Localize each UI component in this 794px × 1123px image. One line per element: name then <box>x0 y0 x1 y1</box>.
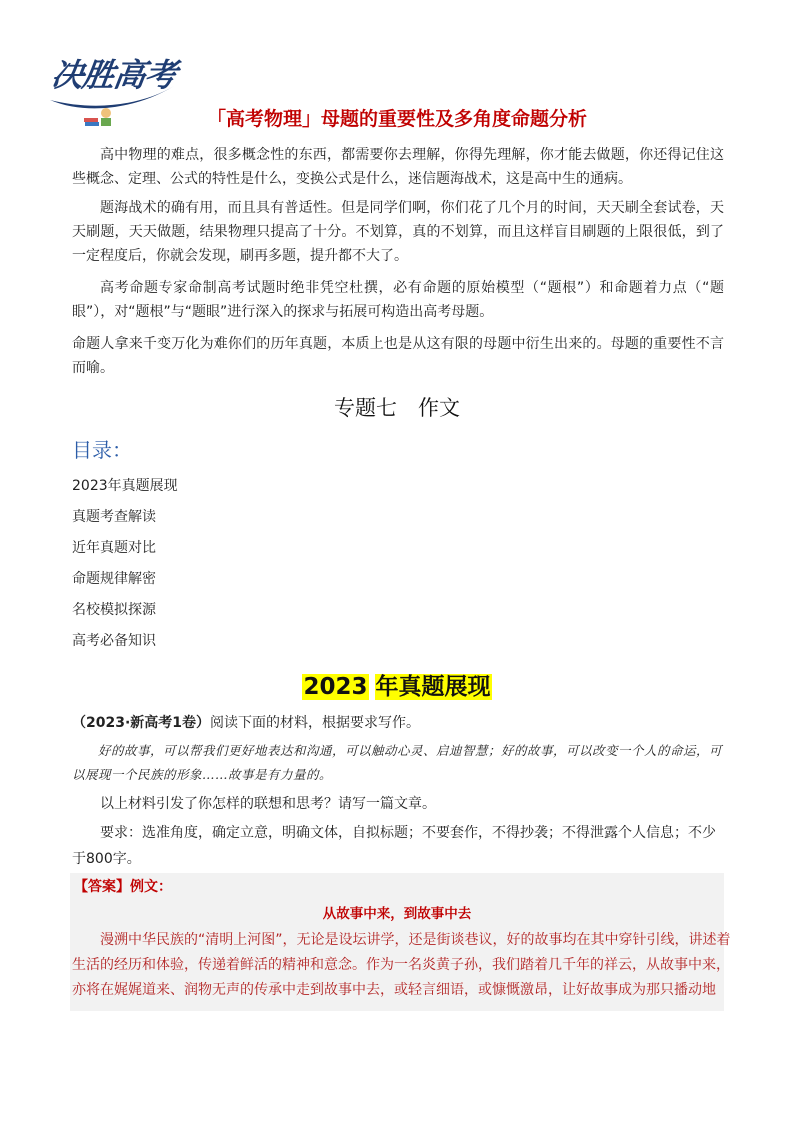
toc-list <box>72 476 178 662</box>
intro-paragraph-3: 高考命题专家命制高考试题时绝非凭空杜撰，必有命题的原始模型（“题根”）和命题着力点（“题眼”），对“题根”与“题眼”进行深入的探求与拓展可构造出高考母题。 <box>72 280 724 320</box>
exam-section-title <box>0 668 794 701</box>
toc-heading: 目录： <box>72 438 132 462</box>
question-prompt: 以上材料引发了你怎样的联想和思考？请写一篇文章。 <box>100 796 436 812</box>
header-title: 「高考物理」母题的重要性及多角度命题分析 <box>206 108 587 130</box>
question-instruction: 阅读下面的材料，根据要求写作。 <box>210 715 421 731</box>
exam-title-year: 2023 <box>303 674 368 700</box>
toc-item[interactable]: 高考必备知识 <box>72 633 156 649</box>
toc-item[interactable]: 名校模拟探源 <box>72 602 156 618</box>
section-title: 专题七 作文 <box>334 396 460 420</box>
question-requirement: 要求：选准角度，确定立意，明确文体，自拟标题；不要套作，不得抄袭；不得泄露个人信息；不少于800字。 <box>72 825 716 867</box>
question-source-tag: （2023·新高考1卷） <box>72 715 211 731</box>
logo-text: 决胜高考 <box>49 56 179 94</box>
intro-paragraph-2: 题海战术的确有用，而且具有普适性。但是同学们啊，你们花了几个月的时间，天天刷全套试卷，天天刷题，天天做题，结果物理只提高了十分。不划算，真的不划算，而且这样盲目刷题的上限很低，到了一定程度后，你就会发现，刷再多题，提升都不大了。 <box>72 200 724 264</box>
exam-title-rest: 年真题展现 <box>375 674 491 700</box>
toc-item[interactable]: 近年真题对比 <box>72 540 156 556</box>
question-source <box>72 713 420 733</box>
essay-body: 漫溯中华民族的“清明上河图”，无论是设坛讲学，还是街谈巷议，好的故事均在其中穿针引线，讲述着生活的经历和体验，传递着鲜活的精神和意念。作为一名炎黄子孙，我们踏着几千年的祥云，从故事中来，亦将在娓娓道来、润物无声的传承中走到故事中去，或轻言细语，或慷慨激昂，让好故事成为那只播动地 <box>72 932 731 998</box>
essay-title: 从故事中来，到故事中去 <box>322 906 472 922</box>
intro-paragraph-4: 命题人拿来千变万化为难你们的历年真题，本质上也是从这有限的母题中衍生出来的。母题的重要性不言而喻。 <box>72 336 724 376</box>
question-material: 好的故事，可以帮我们更好地表达和沟通，可以触动心灵、启迪智慧；好的故事，可以改变一个人的命运，可以展现一个民族的形象……故事是有力量的。 <box>72 743 723 782</box>
answer-label: 【答案】例文： <box>74 879 172 895</box>
toc-item[interactable]: 命题规律解密 <box>72 571 156 587</box>
toc-item[interactable]: 2023年真题展现 <box>72 478 178 494</box>
toc-item[interactable]: 真题考查解读 <box>72 509 156 525</box>
intro-paragraph-1: 高中物理的难点，很多概念性的东西，都需要你去理解，你得先理解，你才能去做题，你还得记住这些概念、定理、公式的特性是什么，变换公式是什么，迷信题海战术，这是高中生的通病。 <box>72 147 724 187</box>
